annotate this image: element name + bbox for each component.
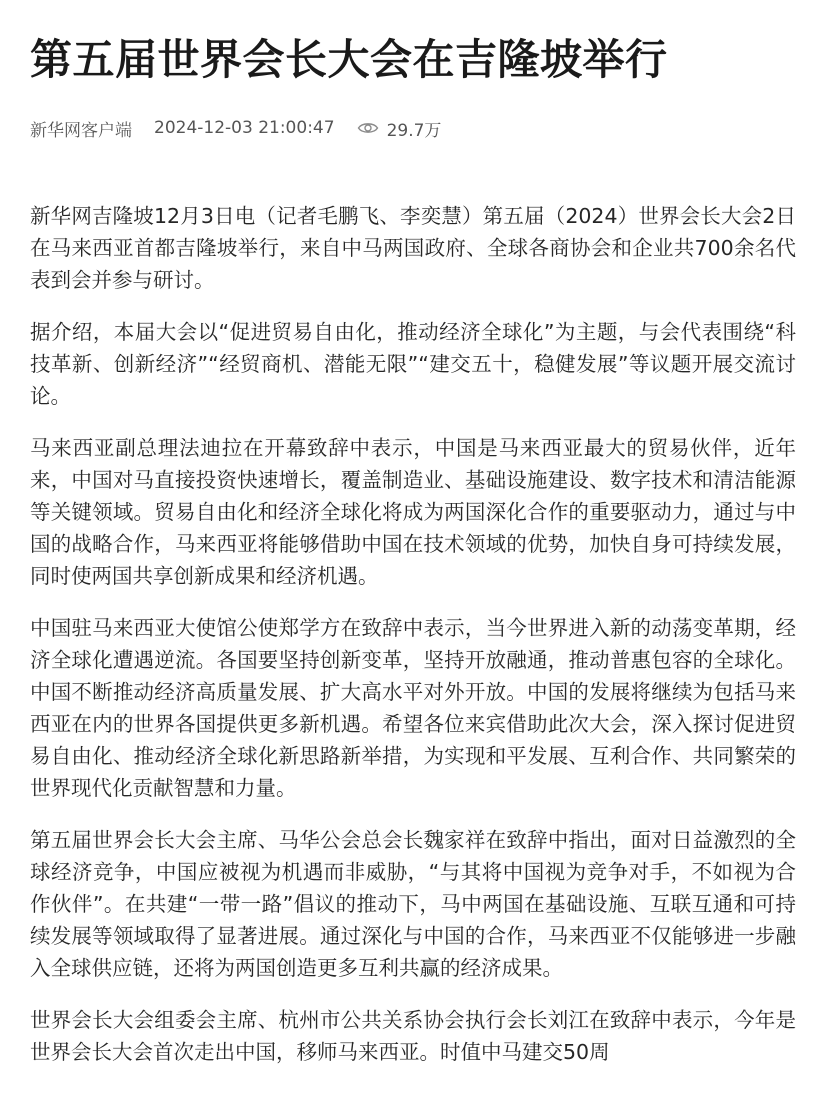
view-count-value: 29.7万 <box>386 120 442 141</box>
article-meta <box>30 114 796 142</box>
article-paragraph: 第五届世界会长大会主席、马华公会总会长魏家祥在致辞中指出，面对日益激烈的全球经济竞争，中国应被视为机遇而非威胁，“与其将中国视为竞争对手，不如视为合作伙伴”。在共建“一带一路”倡议的推动下，马中两国在基础设施、互联互通和可持续发展等领域取得了显著进展。通过深化与中国的合作，马来西亚不仅能够进一步融入全球供应链，还将为两国创造更多互利共赢的经济成果。 <box>30 828 796 980</box>
article-paragraph: 世界会长大会组委会主席、杭州市公共关系协会执行会长刘江在致辞中表示，今年是世界会长大会首次走出中国，移师马来西亚。时值中马建交50周 <box>30 1008 796 1064</box>
article-title: 第五届世界会长大会在吉隆坡举行 <box>30 35 668 84</box>
article-paragraph: 据介绍，本届大会以“促进贸易自由化，推动经济全球化”为主题，与会代表围绕“科技革新、创新经济”“经贸商机、潜能无限”“建交五十，稳健发展”等议题开展交流讨论。 <box>30 320 796 408</box>
article-paragraph: 马来西亚副总理法迪拉在开幕致辞中表示，中国是马来西亚最大的贸易伙伴，近年来，中国对马直接投资快速增长，覆盖制造业、基础设施建设、数字技术和清洁能源等关键领域。贸易自由化和经济全球化将成为两国深化合作的重要驱动力，通过与中国的战略合作，马来西亚将能够借助中国在技术领域的优势，加快自身可持续发展，同时使两国共享创新成果和经济机遇。 <box>30 436 796 588</box>
article-body <box>30 200 796 1068</box>
article <box>30 0 796 1088</box>
article-paragraph: 中国驻马来西亚大使馆公使郑学方在致辞中表示，当今世界进入新的动荡变革期，经济全球化遭遇逆流。各国要坚持创新变革，坚持开放融通，推动普惠包容的全球化。中国不断推动经济高质量发展、扩大高水平对外开放。中国的发展将继续为包括马来西亚在内的世界各国提供更多新机遇。希望各位来宾借助此次大会，深入探讨促进贸易自由化、推动经济全球化新思路新举措，为实现和平发展、互利合作、共同繁荣的世界现代化贡献智慧和力量。 <box>30 616 796 800</box>
article-paragraph: 新华网吉隆坡12月3日电（记者毛鹏飞、李奕慧）第五届（2024）世界会长大会2日在马来西亚首都吉隆坡举行，来自中马两国政府、全球各商协会和企业共700余名代表到会并参与研讨。 <box>30 204 796 292</box>
view-count <box>357 116 442 141</box>
article-datetime: 2024-12-03 21:00:47 <box>154 118 335 138</box>
article-source[interactable]: 新华网客户端 <box>30 120 132 141</box>
eye-icon <box>357 120 379 136</box>
